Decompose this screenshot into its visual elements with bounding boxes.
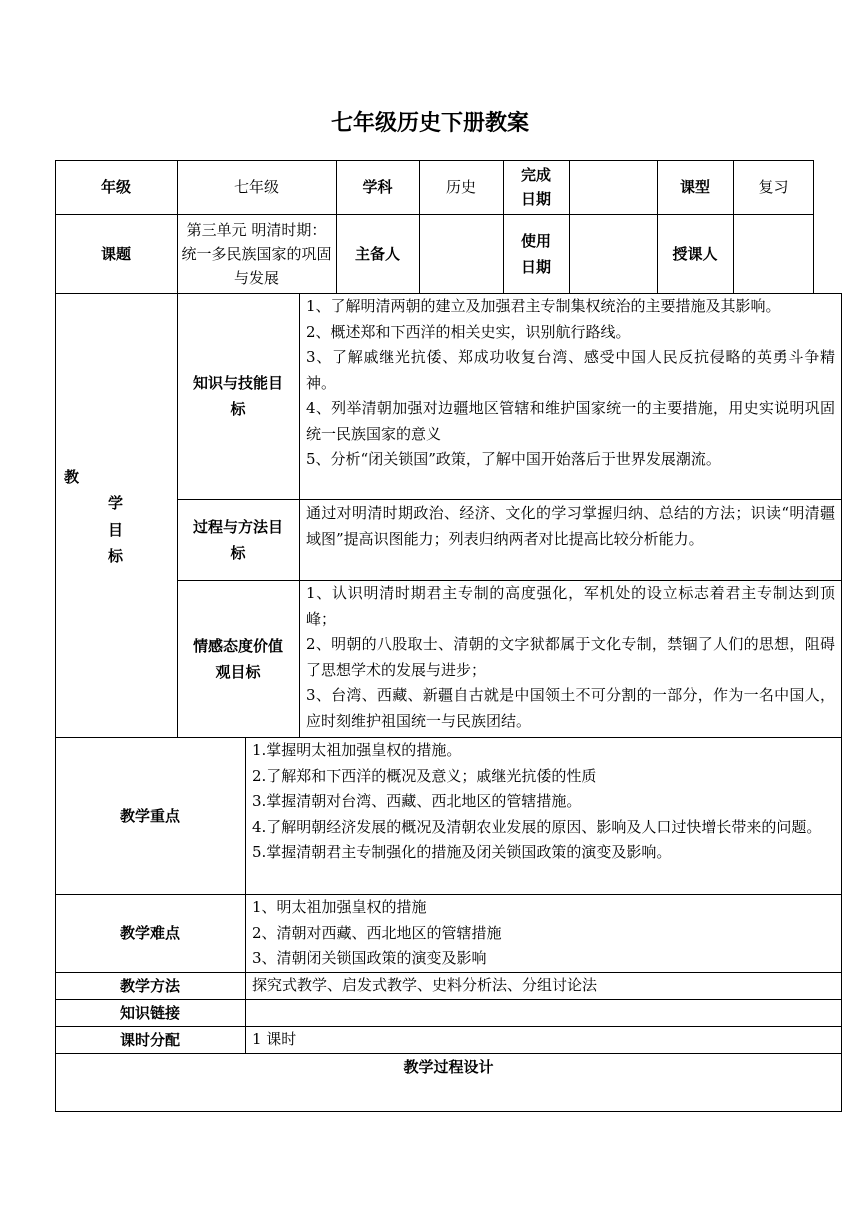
knowledge-goal-list	[306, 294, 835, 473]
difficult-points-label: 教学难点	[119, 924, 180, 942]
key-point-item: 1.掌握明太祖加强皇权的措施。	[252, 741, 462, 759]
lesson-type-value: 复习	[758, 178, 789, 196]
topic-label: 课题	[100, 244, 131, 263]
cell-border	[245, 999, 842, 1026]
time-allocation-label: 课时分配	[119, 1030, 180, 1049]
method-label: 教学方法	[119, 976, 180, 995]
use-date-label	[503, 214, 569, 293]
emotion-goal-item: 3、台湾、西藏、新疆自古就是中国领土不可分割的一部分，作为一名中国人，应时刻维护祖国统一与民族团结。	[306, 686, 835, 730]
grade-label: 年级	[100, 178, 131, 196]
cell-border	[55, 293, 177, 737]
goals-label-char-2: 学	[108, 494, 124, 512]
time-allocation-value: 1 课时	[252, 1030, 297, 1048]
knowledge-link-label: 知识链接	[119, 1003, 180, 1022]
teacher-value	[733, 214, 814, 293]
use-date-value	[569, 214, 657, 293]
knowledge-goal-item: 3、了解戚继光抗倭、郑成功收复台湾、感受中国人民反抗侵略的英勇斗争精神。	[306, 348, 835, 392]
grade-value: 七年级	[233, 178, 279, 196]
preparer-value	[419, 214, 503, 293]
emotion-goal-label: 情感态度价值观目标	[192, 636, 283, 681]
knowledge-goal-label: 知识与技能目标	[192, 374, 283, 418]
page-title: 七年级历史下册教案	[330, 111, 529, 136]
finish-date-value	[569, 160, 657, 214]
finish-date-label-line2: 日期	[520, 190, 551, 208]
use-date-label-line1: 使用	[520, 231, 551, 250]
teacher-label: 授课人	[672, 244, 718, 263]
goals-label-char-4: 标	[108, 547, 124, 565]
emotion-goal-item: 2、明朝的八股取士、清朝的文字狱都属于文化专制，禁锢了人们的思想，阻碍了思想学术的发展与进步；	[306, 635, 835, 679]
key-point-item: 3.掌握清朝对台湾、西藏、西北地区的管辖措施。	[252, 792, 582, 810]
knowledge-goal-item: 2、概述郑和下西洋的相关史实，识别航行路线。	[306, 322, 631, 341]
lesson-type-label: 课型	[679, 178, 710, 196]
difficult-point-item: 1、明太祖加强皇权的措施	[252, 898, 427, 916]
key-point-item: 4.了解明朝经济发展的概况及清朝农业发展的原因、影响及人口过快增长带来的问题。	[252, 817, 822, 836]
knowledge-goal-item: 4、列举清朝加强对边疆地区管辖和维护国家统一的主要措施，用史实说明巩固统一民族国家的意义	[306, 399, 835, 443]
difficult-point-item: 3、清朝闭关锁国政策的演变及影响	[252, 949, 487, 967]
process-goal-label: 过程与方法目标	[192, 517, 283, 562]
knowledge-goal-item: 1、了解明清两朝的建立及加强君主专制集权统治的主要措施及其影响。	[306, 297, 781, 315]
key-point-item: 2.了解郑和下西洋的概况及意义；戚继光抗倭的性质	[252, 766, 597, 785]
knowledge-goal-item: 5、分析“闭关锁国”政策，了解中国开始落后于世界发展潮流。	[306, 450, 721, 468]
emotion-goal-item: 1、认识明清时期君主专制的高度强化，军机处的设立标志着君主专制达到顶峰；	[306, 584, 835, 628]
subject-value: 历史	[445, 178, 476, 196]
subject-label: 学科	[362, 178, 393, 196]
process-goal-text: 通过对明清时期政治、经济、文化的学习掌握归纳、总结的方法；识读“明清疆域图”提高识图能力；列表归纳两者对比提高比较分析能力。	[306, 504, 835, 548]
key-points-list	[252, 738, 835, 866]
key-point-item: 5.掌握清朝君主专制强化的措施及闭关锁国政策的演变及影响。	[252, 843, 672, 861]
key-points-label: 教学重点	[119, 806, 180, 825]
preparer-label: 主备人	[354, 244, 400, 263]
difficult-point-item: 2、清朝对西藏、西北地区的管辖措施	[252, 923, 502, 942]
process-design-title: 教学过程设计	[403, 1058, 494, 1076]
difficult-points-list	[252, 895, 835, 972]
finish-date-label-line1: 完成	[520, 166, 551, 184]
method-value: 探究式教学、启发式教学、史料分析法、分组讨论法	[252, 976, 598, 994]
topic-value: 第三单元 明清时期：统一多民族国家的巩固与发展	[181, 220, 332, 287]
use-date-label-line2: 日期	[520, 257, 551, 276]
finish-date-label	[503, 160, 569, 214]
goals-label-char-3: 目	[108, 521, 124, 539]
goals-label-char-1: 教	[64, 468, 80, 486]
emotion-goal-list	[306, 581, 835, 734]
